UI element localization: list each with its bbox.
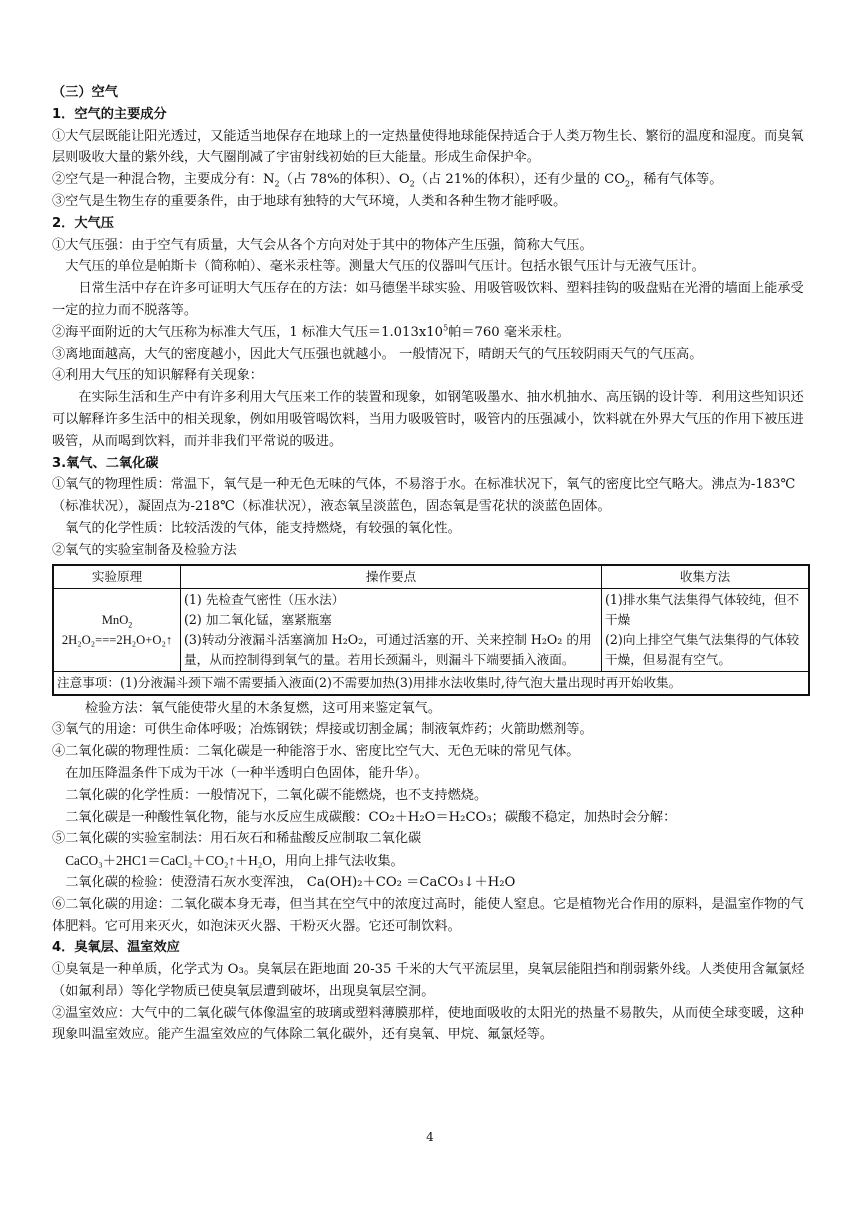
reaction-equation: 2H₂O₂===2H₂O+O₂↑ [61, 632, 173, 647]
principle-cell [53, 588, 181, 671]
table-row [53, 588, 809, 671]
collection-cell [602, 588, 810, 671]
oxygen-preparation-table [52, 564, 810, 696]
section-title: （三）空气 [52, 85, 118, 100]
paragraph: ①大气层既能让阳光透过，又能适当地保存在地球上的一定热量使得地球能保持适合于人类万物生长、繁衍的温度和湿度。而臭氧层则吸收大量的紫外线，大气圈削减了宇宙射线初始的巨大能量。形成生命保护伞。 [52, 128, 804, 166]
paragraph: 二氧化碳的化学性质：一般情况下，二氧化碳不能燃烧，也不支持燃烧。 [65, 787, 488, 803]
paragraph: 二氧化碳的检验：使澄清石灰水变浑浊， Ca(OH)₂＋CO₂ ＝CaCO₃↓＋H₂O [65, 874, 516, 890]
page-number: 4 [426, 1130, 434, 1144]
paragraph: ①氧气的物理性质：常温下，氧气是一种无色无味的气体，不易溶于水。在标准状况下，氧气的密度比空气略大。沸点为-183℃（标准状况），凝固点为-218℃（标准状况），液态氧呈淡蓝色，固态氧是雪花状的淡蓝色固体。 [52, 477, 796, 515]
paragraph: 日常生活中存在许多可证明大气压存在的方法：如马德堡半球实验、用吸管吸饮料、塑料挂钩的吸盘贴在光滑的墙面上能承受一定的拉力而不脱落等。 [52, 281, 804, 318]
document-body [52, 82, 812, 1046]
paragraph: 大气压的单位是帕斯卡（简称帕）、毫米汞柱等。测量大气压的仪器叫气压计。包括水银气压计与无液气压计。 [65, 259, 705, 275]
table-header: 实验原理 [53, 565, 181, 589]
operations-cell [181, 588, 602, 671]
paragraph-equation: CaCO₃＋2HC1＝CaCl₂＋CO₂↑＋H₂O，用向上排气法收集。 [65, 853, 404, 869]
paragraph: ①臭氧是一种单质，化学式为 O₃。臭氧层在距地面 20-35 千米的大气平流层里，臭氧层能阻挡和削弱紫外线。人类使用含氟氯烃（如氟利昂）等化学物质已使臭氧层遭到破坏，出现臭氧层空洞。 [52, 962, 805, 999]
paragraph: 在实际生活和生产中有许多利用大气压来工作的装置和现象，如钢笔吸墨水、抽水机抽水、高压锅的设计等．利用这些知识还可以解释许多生活中的相关现象，例如用吸管喝饮料，当用力吸吸管时，吸管内的压强减小，饮料就在外界大气压的作用下被压进吸管，从而喝到饮料，而并非我们平常说的吸进。 [52, 390, 804, 449]
table-header: 操作要点 [181, 565, 602, 589]
list-item: (1) 先检查气密性（压水法） [184, 591, 345, 607]
paragraph: ⑤二氧化碳的实验室制法：用石灰石和稀盐酸反应制取二氧化碳 [52, 831, 422, 847]
table-row [53, 671, 809, 695]
paragraph: ③离地面越高，大气的密度越小，因此大气压强也就越小。 一般情况下，晴朗天气的气压较阴雨天气的气压高。 [52, 346, 703, 362]
table-header-row [53, 565, 809, 589]
list-item: (2)向上排空气集气法集得的气体较干燥，但易混有空气。 [605, 631, 800, 667]
table-header: 收集方法 [602, 565, 810, 589]
list-item: (3)转动分液漏斗活塞滴加 H₂O₂，可通过活塞的开、关来控制 H₂O₂ 的用量，从而控制得到氧气的量。若用长颈漏斗，则漏斗下端要插入液面。 [184, 631, 592, 667]
paragraph-standard-pressure: ②海平面附近的大气压称为标准大气压，1 标准大气压$=1.013x10^5$帕＝760 毫米汞柱。 [52, 323, 570, 340]
list-item: (1)排水集气法集得气体较纯，但不干燥 [605, 591, 800, 627]
list-item: (2) 加二氧化锰，塞紧瓶塞 [184, 611, 332, 627]
heading-air-composition: 1．空气的主要成分 [52, 106, 167, 122]
paragraph: ④利用大气压的知识解释有关现象： [52, 368, 263, 384]
paragraph: ⑥二氧化碳的用途：二氧化碳本身无毒，但当其在空气中的浓度过高时，能使人窒息。它是植物光合作用的原料，是温室作物的气体肥料。它可用来灭火，如泡沫灭火器、干粉灭火器。它还可制饮料。 [52, 896, 804, 934]
paragraph: ③氧气的用途：可供生命体呼吸；冶炼钢铁；焊接或切割金属；制液氧炸药；火箭助燃剂等。 [52, 722, 593, 738]
paragraph: ①大气压强：由于空气有质量，大气会从各个方向对处于其中的物体产生压强，简称大气压。 [52, 237, 593, 253]
paragraph: 在加压降温条件下成为干冰（一种半透明白色固体，能升华）。 [65, 765, 428, 781]
heading-atmospheric-pressure: 2．大气压 [52, 215, 114, 231]
heading-ozone-greenhouse: 4．臭氧层、温室效应 [52, 940, 180, 956]
notes-cell: 注意事项：(1)分液漏斗颈下端不需要插入液面(2)不需要加热(3)用排水法收集时,待气泡大量出现时再开始收集。 [53, 671, 809, 695]
paragraph: ③空气是生物生存的重要条件，由于地球有独特的大气环境，人类和各种生物才能呼吸。 [52, 193, 567, 209]
paragraph: 二氧化碳是一种酸性氧化物，能与水反应生成碳酸：CO₂＋H₂O＝H₂CO₃；碳酸不稳定，加热时会分解： [65, 809, 677, 825]
paragraph: 检验方法：氧气能使带火星的木条复燃，这可用来鉴定氧气。 [85, 700, 442, 716]
heading-oxygen-co2: 3.氧气、二氧化碳 [52, 455, 159, 471]
catalyst-label: MnO$_2$ [101, 612, 133, 630]
paragraph: ②温室效应：大气中的二氧化碳气体像温室的玻璃或塑料薄膜那样，使地面吸收的太阳光的热量不易散失，从而使全球变暖，这种现象叫温室效应。能产生温室效应的气体除二氧化碳外，还有臭氧、甲烷、氟氯烃等。 [52, 1005, 804, 1043]
paragraph: 氧气的化学性质：比较活泼的气体，能支持燃烧，有较强的氧化性。 [65, 520, 461, 536]
paragraph: ②氧气的实验室制备及检验方法 [52, 542, 237, 558]
paragraph-air-components: ②空气是一种混合物，主要成分有：$N_2$（占 78%的体积）、$O_2$（占 21%的体积），还有少量的 $CO_2$，稀有气体等。 [52, 172, 723, 189]
paragraph: ④二氧化碳的物理性质：二氧化碳是一种能溶于水、密度比空气大、无色无味的常见气体。 [52, 744, 580, 760]
